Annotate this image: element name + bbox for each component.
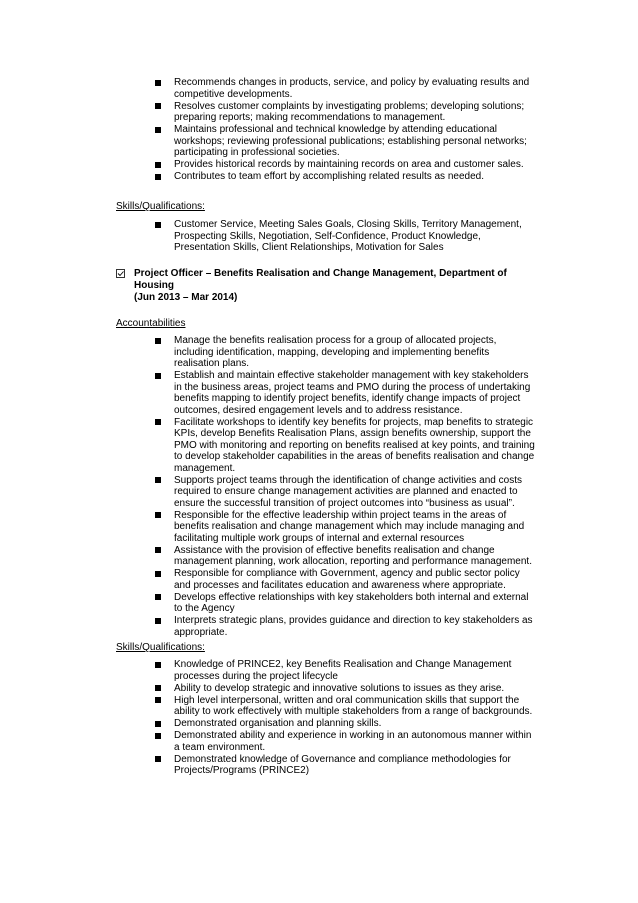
- list-item-text: Facilitate workshops to identify key benefits for projects, map benefits to strategic KPIs, develop Benefits Realisation Plans, assign benefits ownership, support the PMO with monitoring and reporting on benefits realised at key points, and training to develop stakeholder capabilities in the areas of benefits realisation and change management.: [174, 416, 535, 474]
- skills-list-2: [154, 659, 536, 777]
- list-item-text: High level interpersonal, written and oral communication skills that support the ability to work effectively with multiple stakeholders from a range of backgrounds.: [174, 694, 533, 717]
- list-item-text: Assistance with the provision of effective benefits realisation and change management planning, work allocation, reporting and performance management.: [174, 544, 532, 567]
- list-item-text: Responsible for the effective leadership within project teams in the areas of benefits realisation and change management which may include managing and facilitating multiple work groups of internal and external resources: [174, 509, 525, 544]
- list-item: [154, 124, 532, 159]
- skills-heading-1: Skills/Qualifications:: [116, 201, 205, 212]
- list-item: [154, 171, 532, 183]
- list-item: [154, 370, 536, 416]
- checkbox-icon: [116, 269, 125, 278]
- list-item-text: Establish and maintain effective stakeholder management with key stakeholders in the business areas, project teams and PMO during the process of undertaking benefits mapping to identify project benefits, identify change impacts of project outcomes, desired engagement levels and to address resistance.: [174, 370, 531, 416]
- list-item: [154, 695, 536, 718]
- skills-heading-2: Skills/Qualifications:: [116, 642, 205, 653]
- list-item: [154, 475, 536, 510]
- list-item: [154, 159, 532, 171]
- list-item: [154, 592, 536, 615]
- bullet-square-icon: [155, 571, 161, 577]
- list-item-text: Develops effective relationships with key stakeholders both internal and external to the Agency: [174, 591, 529, 614]
- list-item-text: Provides historical records by maintaining records on area and customer sales.: [174, 159, 524, 170]
- list-item: [154, 718, 536, 730]
- list-item-text: Responsible for compliance with Government, agency and public sector policy and processes and facilitates education and awareness where appropriate.: [174, 568, 520, 591]
- bullet-square-icon: [155, 80, 161, 86]
- list-item: [154, 545, 536, 568]
- job-dates: (Jun 2013 – Mar 2014): [134, 292, 238, 303]
- bullet-square-icon: [155, 662, 161, 668]
- list-item: [154, 730, 536, 753]
- list-item-text: Customer Service, Meeting Sales Goals, Closing Skills, Territory Management, Prospecting Skills, Negotiation, Self-Confidence, Product Knowledge, Presentation Skills, Client Relationships, Motivation for Sales: [174, 219, 522, 253]
- bullet-square-icon: [155, 618, 161, 624]
- skills-list-1: [154, 219, 532, 254]
- job-title: Project Officer – Benefits Realisation and Change Management, Department of Housing: [134, 268, 507, 291]
- bullet-square-icon: [155, 419, 161, 425]
- list-item: [154, 219, 532, 254]
- bullet-square-icon: [155, 174, 161, 180]
- list-item-text: Maintains professional and technical knowledge by attending educational workshops; reviewing professional publications; establishing personal networks; participating in professional societies.: [174, 124, 527, 158]
- list-item-text: Demonstrated organisation and planning skills.: [174, 718, 382, 729]
- list-item: [154, 417, 536, 475]
- list-item: [154, 568, 536, 591]
- bullet-square-icon: [155, 733, 161, 739]
- list-item: [154, 754, 536, 777]
- list-item: [154, 510, 536, 545]
- bullet-square-icon: [155, 373, 161, 379]
- bullet-square-icon: [155, 685, 161, 691]
- responsibilities-list: [154, 77, 532, 183]
- bullet-square-icon: [155, 594, 161, 600]
- bullet-square-icon: [155, 477, 161, 483]
- bullet-square-icon: [155, 127, 161, 133]
- list-item: [154, 335, 536, 370]
- list-item: [154, 77, 532, 100]
- bullet-square-icon: [155, 547, 161, 553]
- list-item-text: Ability to develop strategic and innovative solutions to issues as they arise.: [174, 682, 505, 694]
- list-item-text: Demonstrated ability and experience in working in an autonomous manner within a team environment.: [174, 730, 532, 753]
- bullet-square-icon: [155, 338, 161, 344]
- accountabilities-heading: Accountabilities: [116, 318, 186, 329]
- bullet-square-icon: [155, 756, 161, 762]
- list-item-text: Recommends changes in products, service, and policy by evaluating results and competitive developments.: [174, 77, 530, 100]
- bullet-square-icon: [155, 512, 161, 518]
- list-item-text: Demonstrated knowledge of Governance and compliance methodologies for Projects/Programs (PRINCE2): [174, 753, 511, 776]
- list-item: [154, 101, 532, 124]
- bullet-square-icon: [155, 222, 161, 228]
- list-item: [154, 683, 536, 695]
- bullet-square-icon: [155, 103, 161, 109]
- list-item-text: Contributes to team effort by accomplishing related results as needed.: [174, 171, 484, 182]
- job-entry: [116, 268, 536, 308]
- list-item-text: Manage the benefits realisation process for a group of allocated projects, including identification, mapping, developing and implementing benefits realisation plans.: [174, 335, 497, 369]
- list-item-text: Interprets strategic plans, provides guidance and direction to key stakeholders as appropriate.: [174, 615, 533, 638]
- bullet-square-icon: [155, 721, 161, 727]
- bullet-square-icon: [155, 162, 161, 168]
- accountabilities-list: [154, 335, 536, 639]
- list-item-text: Resolves customer complaints by investigating problems; developing solutions; preparing reports; making recommendations to management.: [174, 100, 525, 123]
- list-item-text: Knowledge of PRINCE2, key Benefits Realisation and Change Management processes during the project lifecycle: [174, 659, 512, 682]
- list-item: [154, 659, 536, 682]
- bullet-square-icon: [155, 697, 161, 703]
- list-item-text: Supports project teams through the identification of change activities and costs required to ensure change management activities are planned and enacted to ensure the successful transition of project outcomes into “business as usual”.: [174, 474, 522, 509]
- list-item: [154, 615, 536, 638]
